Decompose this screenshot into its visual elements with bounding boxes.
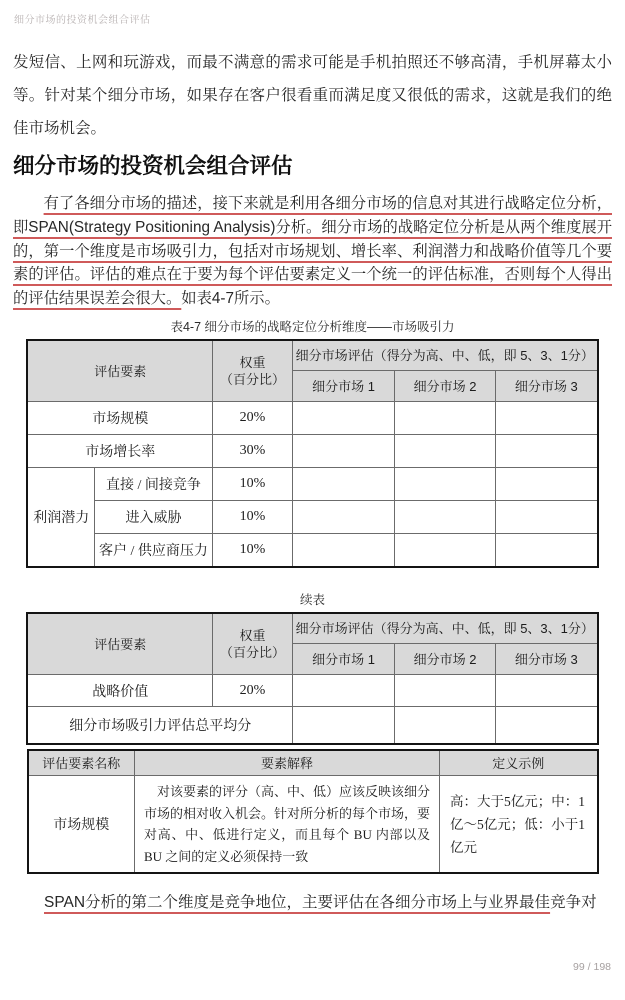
weight-header-line1: 权重 <box>239 628 266 644</box>
section-heading: 细分市场的投资机会组合评估 <box>13 154 293 178</box>
eval-cell-empty <box>395 707 496 744</box>
weight-cell: 20% <box>213 675 293 707</box>
weight-header-cell <box>213 613 293 675</box>
factor-name-cell: 市场规模 <box>28 776 135 874</box>
eval-cell-empty <box>395 435 496 468</box>
factor-cell: 战略价值 <box>27 675 212 707</box>
weight-header-cell <box>213 340 293 402</box>
factor-group-cell: 利润潜力 <box>27 468 94 567</box>
page-indicator: 99 / 198 <box>573 961 611 973</box>
segment3-header-cell: 细分市场 3 <box>496 371 598 402</box>
table-row <box>27 675 597 707</box>
table-market-attractiveness-continued <box>26 612 598 745</box>
segment2-header-cell: 细分市场 2 <box>395 371 496 402</box>
table-factor-definition <box>27 749 599 875</box>
eval-group-header-cell: 细分市场评估（得分为高、中、低，即 5、3、1分） <box>293 613 598 644</box>
weight-header-line1: 权重 <box>239 355 266 371</box>
table-row <box>27 501 597 534</box>
eval-cell-empty <box>293 468 395 501</box>
factor-header-cell: 评估要素 <box>27 613 212 675</box>
eval-cell-empty <box>496 707 598 744</box>
eval-cell-empty <box>496 435 598 468</box>
intro-paragraph: 发短信、上网和玩游戏，而最不满意的需求可能是手机拍照还不够高清，手机屏幕太小等。针对某个细分市场，如果存在客户很看重而满足度又很低的需求，这就是我们的绝佳市场机会。 <box>13 54 612 137</box>
analysis-paragraph <box>13 192 612 311</box>
eval-cell-empty <box>395 675 496 707</box>
table-row <box>28 776 598 874</box>
eval-cell-empty <box>395 501 496 534</box>
eval-cell-empty <box>496 675 598 707</box>
weight-cell: 20% <box>213 402 293 435</box>
table-row <box>27 435 597 468</box>
eval-cell-empty <box>496 402 598 435</box>
eval-cell-empty <box>293 707 395 744</box>
eval-cell-empty <box>395 402 496 435</box>
explanation-header-cell: 要素解释 <box>135 750 440 776</box>
factor-cell: 市场增长率 <box>27 435 212 468</box>
closing-paragraph <box>13 891 612 915</box>
segment2-header-cell: 细分市场 2 <box>395 644 496 675</box>
eval-cell-empty <box>395 534 496 567</box>
factor-name-header-cell: 评估要素名称 <box>28 750 135 776</box>
segment1-header-cell: 细分市场 1 <box>293 371 395 402</box>
highlight-annotation-analysis[interactable]: 有了各细分市场的描述，接下来就是利用各细分市场的信息对其进行战略定位分析，即SPAN(Strategy Positioning Analysis)分析。细分市场的战略定位分析是从两个维度展开的，第一个维度是市场吸引力，包括对市场规划、增长率、利润潜力和战略价值等几个要素的评估。评估的难点在于要为每个评估要素定义一个统一的评估标准，否则每个人得出的评估结果误差会很大。 <box>13 195 612 308</box>
highlight-annotation-closing[interactable]: SPAN分析的第二个维度是竞争地位，主要评估在各细分市场上与业界最佳 <box>44 894 551 912</box>
weight-header-line2: （百分比） <box>219 372 285 388</box>
closing-paragraph-tail: 竞争对 <box>550 894 597 912</box>
factor-cell: 市场规模 <box>27 402 212 435</box>
table-row-total <box>27 707 597 744</box>
table-row <box>27 402 597 435</box>
eval-cell-empty <box>395 468 496 501</box>
eval-group-header-cell: 细分市场评估（得分为高、中、低，即 5、3、1分） <box>293 340 598 371</box>
factor-cell: 直接 / 间接竞争 <box>94 468 212 501</box>
eval-cell-empty <box>293 435 395 468</box>
weight-cell: 10% <box>213 534 293 567</box>
eval-cell-empty <box>293 675 395 707</box>
example-header-cell: 定义示例 <box>440 750 598 776</box>
eval-cell-empty <box>496 501 598 534</box>
table-row <box>27 534 597 567</box>
example-cell: 高：大于5亿元；中：1亿～5亿元；低：小于1亿元 <box>440 776 598 874</box>
factor-cell: 进入威胁 <box>94 501 212 534</box>
analysis-paragraph-tail: 如表4-7所示。 <box>181 290 280 308</box>
segment3-header-cell: 细分市场 3 <box>496 644 598 675</box>
running-header-text: 细分市场的投资机会组合评估 <box>14 15 151 26</box>
factor-cell: 客户 / 供应商压力 <box>94 534 212 567</box>
weight-cell: 10% <box>213 468 293 501</box>
weight-header-line2: （百分比） <box>219 645 285 661</box>
table-row <box>27 468 597 501</box>
factor-header-cell: 评估要素 <box>27 340 212 402</box>
eval-cell-empty <box>496 534 598 567</box>
explanation-cell: 对该要素的评分（高、中、低）应该反映该细分市场的相对收入机会。针对所分析的每个市场，要对高、中、低进行定义，而且每个 BU 内部以及 BU 之间的定义必须保持一致 <box>135 776 440 874</box>
weight-cell: 30% <box>213 435 293 468</box>
segment1-header-cell: 细分市场 1 <box>293 644 395 675</box>
eval-cell-empty <box>293 402 395 435</box>
weight-cell: 10% <box>213 501 293 534</box>
eval-cell-empty <box>496 468 598 501</box>
table-market-attractiveness <box>26 339 598 568</box>
eval-cell-empty <box>293 534 395 567</box>
table1-caption: 表4-7 细分市场的战略定位分析维度——市场吸引力 <box>170 319 455 334</box>
eval-cell-empty <box>293 501 395 534</box>
continued-table-label: 续表 <box>299 592 325 607</box>
total-average-label-cell: 细分市场吸引力评估总平均分 <box>27 707 292 744</box>
